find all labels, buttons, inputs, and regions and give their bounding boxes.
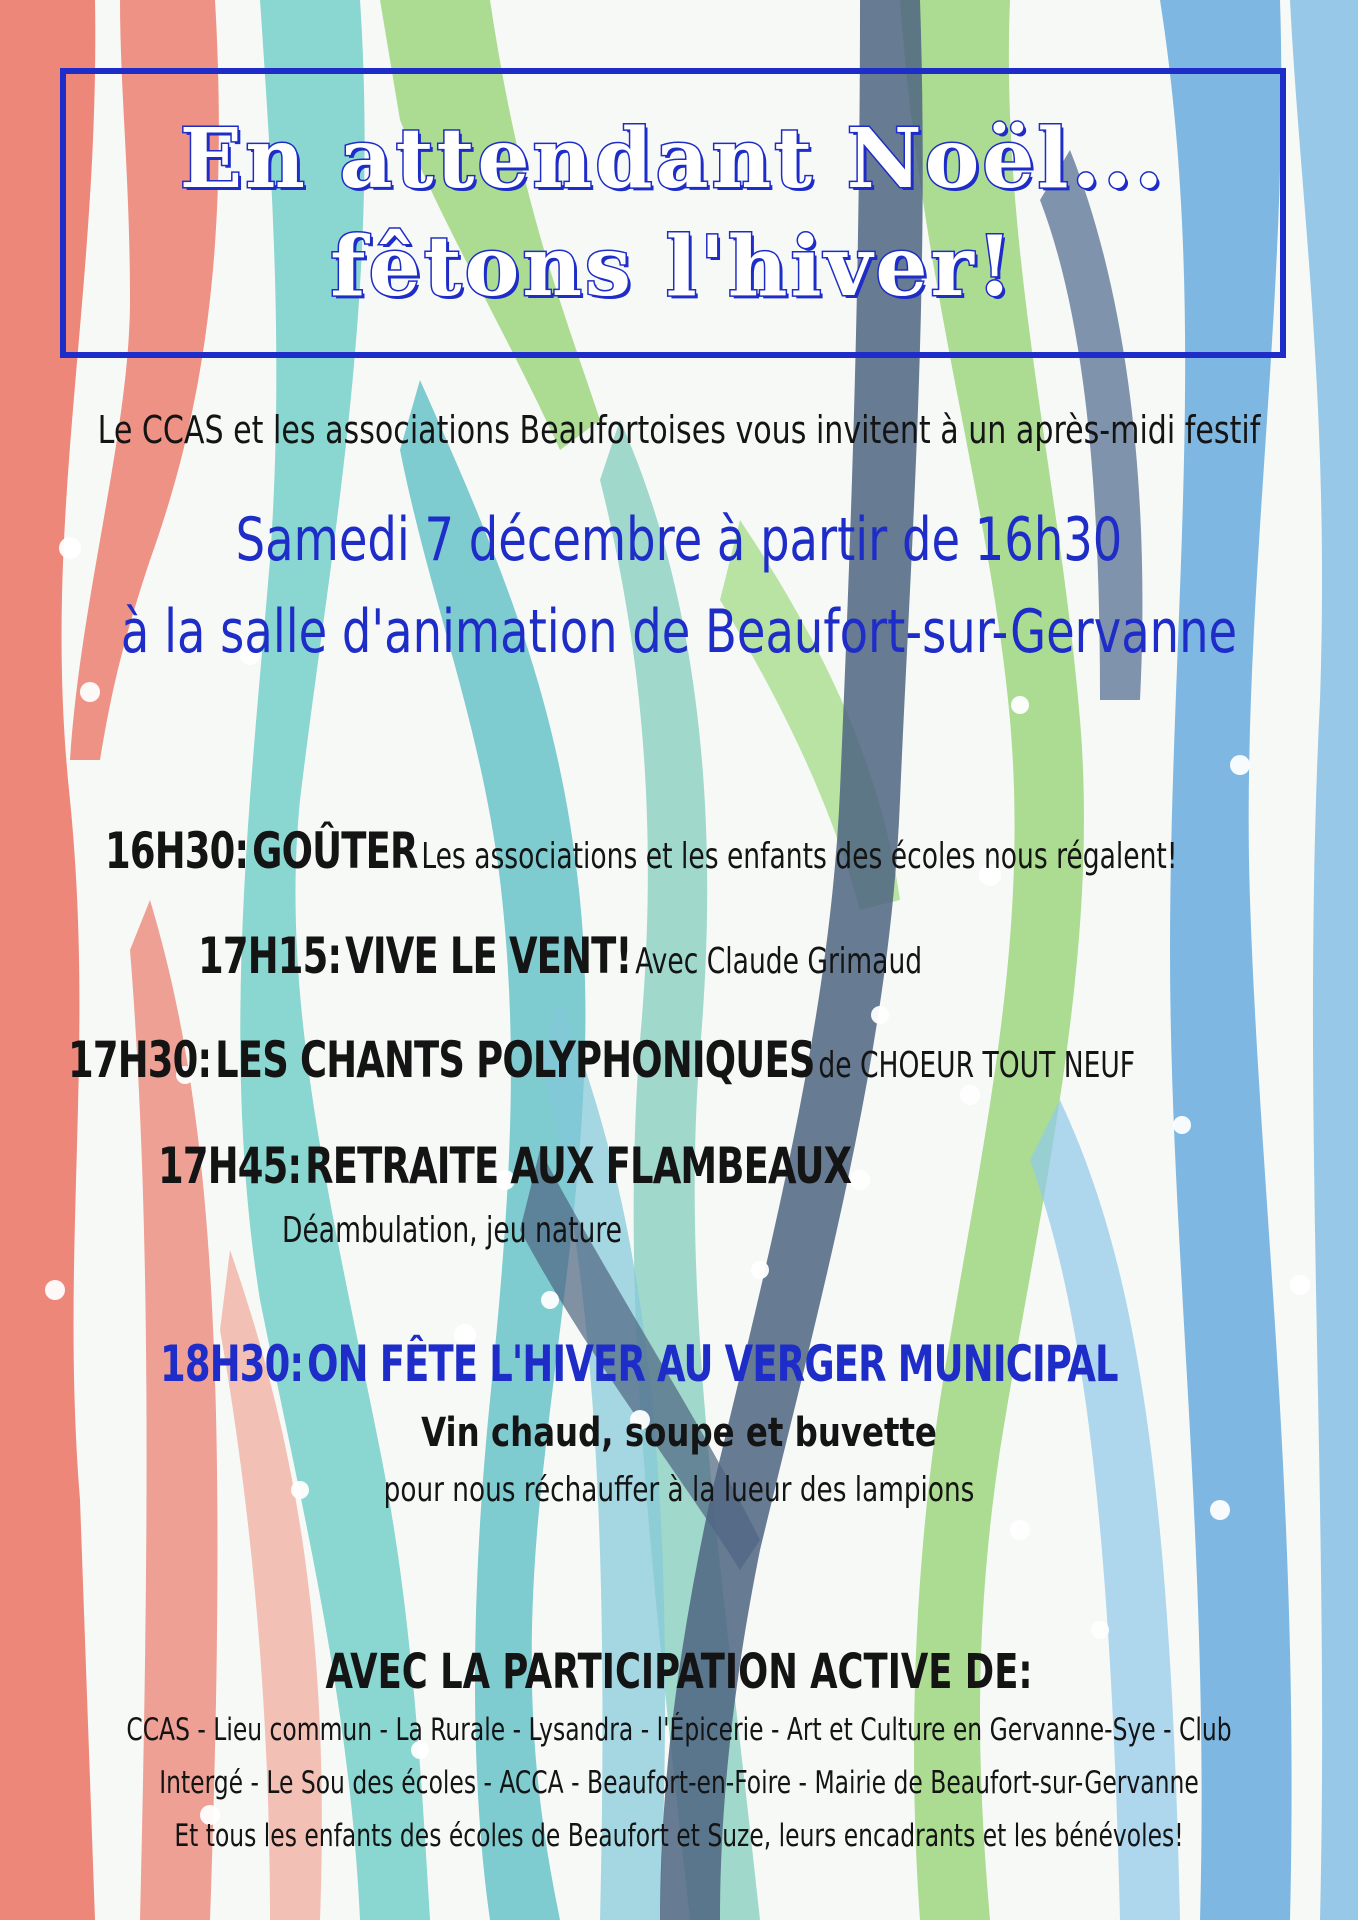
intro-text: Le CCAS et les associations Beaufortoises vous invitent à un après-midi festif	[97, 408, 1261, 452]
program-time: 17H30:	[68, 1031, 212, 1089]
title-line-2: fêtons l'hiver!	[330, 219, 1016, 315]
program-title: RETRAITE AUX FLAMBEAUX	[305, 1137, 852, 1195]
program-item	[158, 1137, 851, 1195]
finale-line-2: pour nous réchauffer à la lueur des lampions	[383, 1470, 975, 1510]
program-time: 17H15:	[198, 927, 342, 985]
program-time: 16H30:	[105, 822, 249, 880]
participation-line-1: CCAS - Lieu commun - La Rurale - Lysandra - l'Épicerie - Art et Culture en Gervanne-Sye - Club	[126, 1712, 1232, 1748]
program-item	[68, 1031, 1135, 1089]
participation-line-3: Et tous les enfants des écoles de Beaufort et Suze, leurs encadrants et les bénévoles!	[174, 1818, 1184, 1854]
program-desc: Avec Claude Grimaud	[635, 941, 923, 982]
finale-item	[160, 1335, 1118, 1393]
program-item	[198, 927, 922, 985]
program-desc: Les associations et les enfants des écoles nous régalent!	[421, 836, 1178, 877]
finale-title: ON FÊTE L'HIVER AU VERGER MUNICIPAL	[307, 1335, 1118, 1393]
program-desc: Déambulation, jeu nature	[282, 1210, 622, 1251]
program-desc: de CHOEUR TOUT NEUF	[818, 1045, 1136, 1086]
program-title: GOÛTER	[252, 822, 418, 880]
participation-line-2: Intergé - Le Sou des écoles - ACCA - Beaufort-en-Foire - Mairie de Beaufort-sur-Gervanne	[159, 1765, 1199, 1801]
program-title: LES CHANTS POLYPHONIQUES	[215, 1031, 815, 1089]
event-date: Samedi 7 décembre à partir de 16h30	[235, 505, 1123, 575]
event-venue: à la salle d'animation de Beaufort-sur-Gervanne	[120, 597, 1238, 667]
participation-heading: AVEC LA PARTICIPATION ACTIVE DE:	[325, 1644, 1033, 1700]
program-title: VIVE LE VENT!	[345, 927, 632, 985]
title-line-1: En attendant Noël...	[179, 111, 1167, 207]
title-frame	[60, 68, 1286, 358]
finale-time: 18H30:	[160, 1335, 304, 1393]
finale-line-1: Vin chaud, soupe et buvette	[421, 1410, 937, 1456]
program-item	[105, 822, 1177, 880]
program-time: 17H45:	[158, 1137, 302, 1195]
